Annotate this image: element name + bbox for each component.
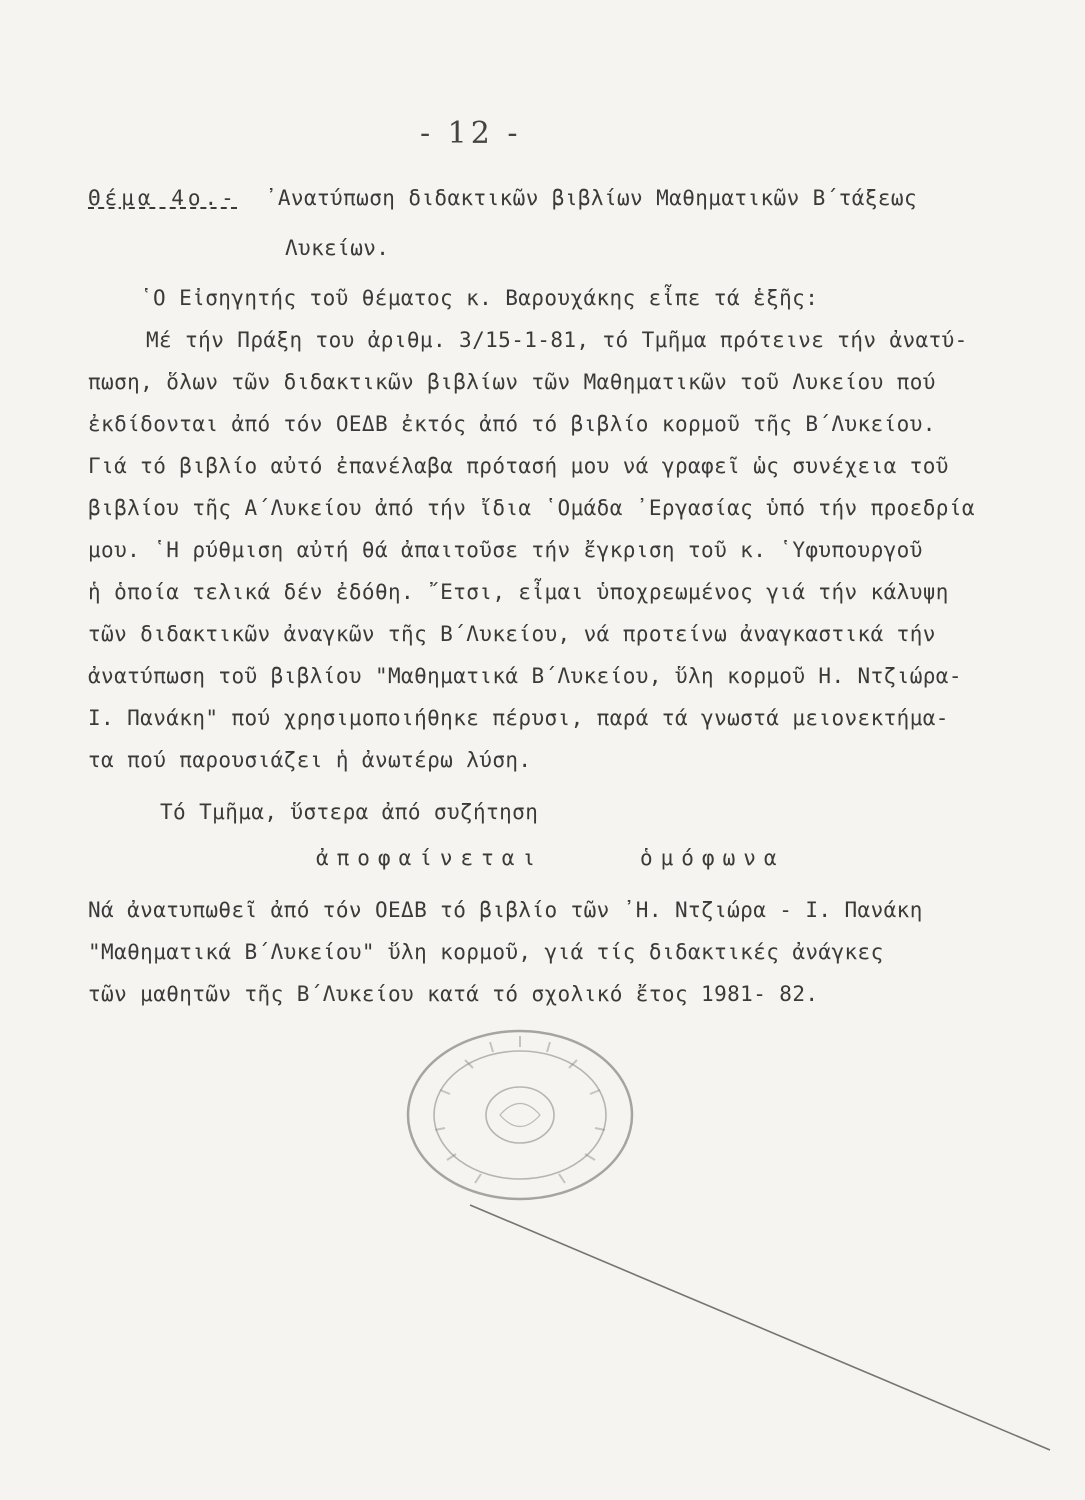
body-line: ἡ ὁποία τελικά δέν ἐδόθη. ῎Ετσι, εἶμαι ὑποχρεωμένος γιά τήν κάλυψη — [88, 580, 949, 604]
theme-label: Θέμα 4ο.- — [88, 186, 238, 210]
theme-title: ᾿Ανατύπωση διδακτικῶν βιβλίων Μαθηματικῶν Β΄τάξεως — [264, 186, 917, 210]
decision-line: Νά ἀνατυπωθεῖ ἀπό τόν ΟΕΔΒ τό βιβλίο τῶν ᾿Η. Ντζιώρα - Ι. Πανάκη — [88, 898, 923, 922]
body-line: Γιά τό βιβλίο αὐτό ἐπανέλαβα πρότασή μου νά γραφεῖ ὡς συνέχεια τοῦ — [88, 454, 949, 478]
body-line: τα πού παρουσιάζει ἡ ἀνωτέρω λύση. — [88, 748, 532, 772]
body-line: ἐκδίδονται ἀπό τόν ΟΕΔΒ ἐκτός ἀπό τό βιβλίο κορμοῦ τῆς Β΄Λυκείου. — [88, 412, 936, 436]
decision-adverb: ὁμόφωνα — [640, 846, 785, 870]
decision-verb: ἀποφαίνεται — [316, 846, 544, 870]
body-line: βιβλίου τῆς Α΄Λυκείου ἀπό τήν ἴδια ῾Ομάδα ᾿Εργασίας ὑπό τήν προεδρία — [88, 496, 975, 520]
body-line: ῾Ο Εἰσηγητής τοῦ θέματος κ. Βαρουχάκης εἶπε τά ἑξῆς: — [140, 286, 819, 310]
body-line: ἀνατύπωση τοῦ βιβλίου "Μαθηματικά Β΄Λυκείου, ὕλη κορμοῦ Η. Ντζιώρα- — [88, 664, 962, 688]
body-line: Ι. Πανάκη" πού χρησιμοποιήθηκε πέρυσι, παρά τά γνωστά μειονεκτήμα- — [88, 706, 949, 730]
official-seal-stamp — [395, 1020, 645, 1210]
body-line: τῶν διδακτικῶν ἀναγκῶν τῆς Β΄Λυκείου, νά προτείνω ἀναγκαστικά τήν — [88, 622, 936, 646]
body-line: Μέ τήν Πράξη του ἀριθμ. 3/15-1-81, τό Τμῆμα πρότεινε τήν ἀνατύ- — [146, 328, 968, 352]
theme-title-line2: Λυκείων. — [285, 236, 390, 260]
body-line: πωση, ὅλων τῶν διδακτικῶν βιβλίων τῶν Μαθηματικῶν τοῦ Λυκείου πού — [88, 370, 936, 394]
body-line: μου. ῾Η ρύθμιση αὐτή θά ἀπαιτοῦσε τήν ἔγκριση τοῦ κ. ῾Υφυπουργοῦ — [88, 538, 923, 562]
heading-row — [88, 186, 917, 210]
decision-intro: Τό Τμῆμα, ὕστερα ἀπό συζήτηση — [160, 800, 539, 824]
decision-line: τῶν μαθητῶν τῆς Β΄Λυκείου κατά τό σχολικό ἔτος 1981- 82. — [88, 982, 819, 1006]
page-number: - 12 - — [420, 116, 522, 151]
decision-line: "Μαθηματικά Β΄Λυκείου" ὕλη κορμοῦ, γιά τίς διδακτικές ἀνάγκες — [88, 940, 884, 964]
